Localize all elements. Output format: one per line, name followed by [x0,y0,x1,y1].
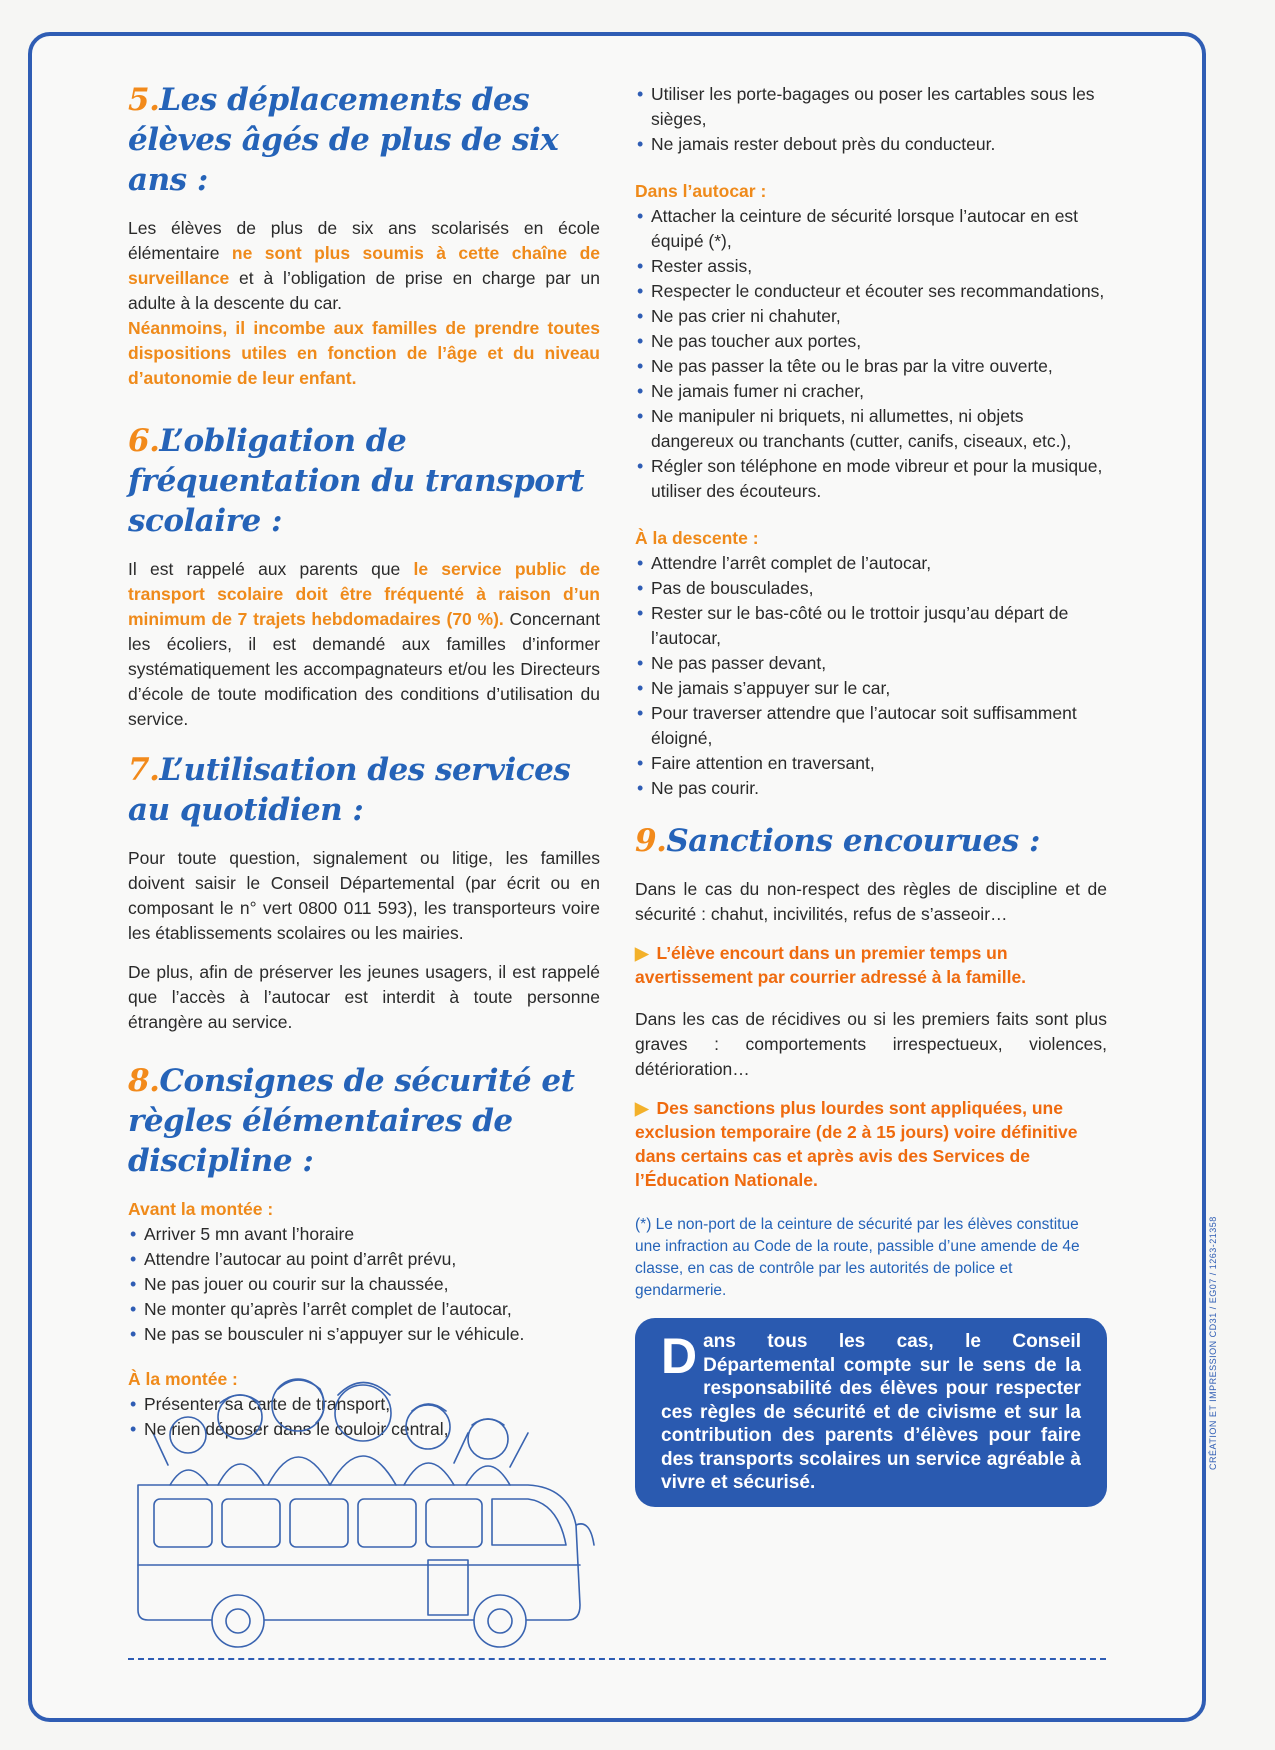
callout-text: ans tous les cas, le Conseil Départemental compte sur le sens de la responsabilité des élèves pour respecter ces règles de sécurité et de civisme et sur la contribution des parents d’élèves pour faire des transports scolaires un service agréable à vivre et sécurisé. [661,1331,1081,1493]
in-bus-list [635,204,1107,504]
list-item: • Ne pas jouer ou courir sur la chaussée, [128,1272,600,1297]
section-9-paragraph-2: Dans les cas de récidives ou si les premiers faits sont plus graves : comportements irrespectueux, violences, détérioration… [635,1009,1107,1079]
before-boarding-title: Avant la montée : [128,1199,274,1219]
school-bus-illustration [128,1375,608,1650]
list-item: • Ne jamais fumer ni cracher, [635,379,1107,404]
arrow-icon: ▶ [635,943,649,963]
section-5-heading [128,80,600,200]
sanction-warning [635,941,1107,989]
list-item: • Rester sur le bas-côté ou le trottoir jusqu’au départ de l’autocar, [635,601,1107,651]
text: Les élèves de plus de six ans scolarisés en école élémentaire [128,218,600,263]
list-item: • Ne jamais rester debout près du conducteur. [635,132,1107,157]
side-credit: CRÉATION ET IMPRESSION CD31 / EG07 / 1263-21358 [1208,1216,1218,1470]
section-5-title: Les déplacements des élèves âgés de plus de six ans : [128,82,559,198]
callout-box [635,1318,1107,1507]
section-8-title: Consignes de sécurité et règles élémentaires de discipline : [128,1063,575,1179]
section-6-title: L’obligation de fréquentation du transport scolaire : [128,423,585,539]
section-7-paragraph-2: De plus, afin de préserver les jeunes usagers, il est rappelé que l’accès à l’autocar est interdit à toute personne étrangère au service. [128,962,600,1032]
right-column [635,82,1107,1507]
list-item: • Pour traverser attendre que l’autocar soit suffisamment éloigné, [635,701,1107,751]
section-6-paragraph [128,557,600,732]
dashed-divider [128,1658,1106,1660]
section-6-number: 6. [128,423,160,459]
section-7-heading [128,750,600,830]
callout-dropcap: D [661,1328,698,1384]
in-bus-title: Dans l’autocar : [635,181,767,201]
highlight-text: le service public de transport scolaire doit être fréquenté à raison d’un minimum de 7 trajets hebdomadaires (70 %). [128,559,600,629]
list-item: • Attendre l’autocar au point d’arrêt prévu, [128,1247,600,1272]
left-column [128,80,600,1442]
text: Il est rappelé aux parents que [128,559,414,579]
section-5-paragraph [128,216,600,391]
list-item: • Ne manipuler ni briquets, ni allumettes, ni objets dangereux ou tranchants (cutter, canifs, ciseaux, etc.), [635,404,1107,454]
list-item: • Attendre l’arrêt complet de l’autocar, [635,551,1107,576]
boarding-list-part-2 [635,82,1107,157]
list-item: • Régler son téléphone en mode vibreur et pour la musique, utiliser des écouteurs. [635,454,1107,504]
list-item: • Présenter sa carte de transport, [128,1392,600,1417]
highlight-text: Néanmoins, il incombe aux familles de prendre toutes dispositions utiles en fonction de l’âge et du niveau d’autonomie de leur enfant. [128,318,600,388]
list-item: • Respecter le conducteur et écouter ses recommandations, [635,279,1107,304]
section-8-heading [128,1061,600,1181]
sanction-warning-text: L’élève encourt dans un premier temps un avertissement par courrier adressé à la famille. [635,943,1027,987]
section-9-number: 9. [635,823,667,859]
list-item: • Faire attention en traversant, [635,751,1107,776]
list-item: • Utiliser les porte-bagages ou poser les cartables sous les sièges, [635,82,1107,132]
sanction-exclusion-text: Des sanctions plus lourdes sont appliquées, une exclusion temporaire (de 2 à 15 jours) voire définitive dans certains cas et après avis des Services de l’Éducation Nationale. [635,1098,1078,1190]
list-item: • Attacher la ceinture de sécurité lorsque l’autocar en est équipé (*), [635,204,1107,254]
boarding-title: À la montée : [128,1369,238,1389]
list-item: • Rester assis, [635,254,1107,279]
section-7-paragraph-1: Pour toute question, signalement ou litige, les familles doivent saisir le Conseil Départemental (par écrit ou en composant le n° vert 0800 011 593), les transporteurs voire les établissements scolaires ou les mairies. [128,848,600,943]
text: et à l’obligation de prise en charge par un adulte à la descente du car. [128,268,600,313]
section-7-number: 7. [128,752,160,788]
sanction-exclusion [635,1096,1107,1192]
section-9-paragraph-1: Dans le cas du non-respect des règles de discipline et de sécurité : chahut, incivilités, refus de s’asseoir… [635,879,1107,924]
list-item: • Ne pas passer la tête ou le bras par la vitre ouverte, [635,354,1107,379]
section-6-heading [128,421,600,541]
section-7-title: L’utilisation des services au quotidien : [128,752,571,828]
list-item: • Ne pas courir. [635,776,1107,801]
list-item: • Ne jamais s’appuyer sur le car, [635,676,1107,701]
section-5-number: 5. [128,82,160,118]
list-item: • Ne pas crier ni chahuter, [635,304,1107,329]
exit-list [635,551,1107,801]
section-9-heading [635,821,1107,861]
list-item: • Ne pas passer devant, [635,651,1107,676]
highlight-text: ne sont plus soumis à cette chaîne de surveillance [128,243,600,288]
arrow-icon: ▶ [635,1098,649,1118]
list-item: • Pas de bousculades, [635,576,1107,601]
text: Concernant les écoliers, il est demandé aux familles d’informer systématiquement les accompagnateurs et/ou les Directeurs d’école de toute modification des conditions d’utilisation du service. [128,609,600,729]
section-9-title: Sanctions encourues : [666,823,1040,859]
list-item: • Ne rien déposer dans le couloir central, [128,1417,600,1442]
footnote: (*) Le non-port de la ceinture de sécurité par les élèves constitue une infraction au Code de la route, passible d’une amende de 4e classe, en cas de contrôle par les autorités de police et gendarmerie. [635,1216,1080,1299]
before-boarding-list [128,1222,600,1347]
list-item: • Ne monter qu’après l’arrêt complet de l’autocar, [128,1297,600,1322]
list-item: • Ne pas se bousculer ni s’appuyer sur le véhicule. [128,1322,600,1347]
list-item: • Ne pas toucher aux portes, [635,329,1107,354]
section-8-number: 8. [128,1063,160,1099]
list-item: • Arriver 5 mn avant l’horaire [128,1222,600,1247]
exit-title: À la descente : [635,528,759,548]
